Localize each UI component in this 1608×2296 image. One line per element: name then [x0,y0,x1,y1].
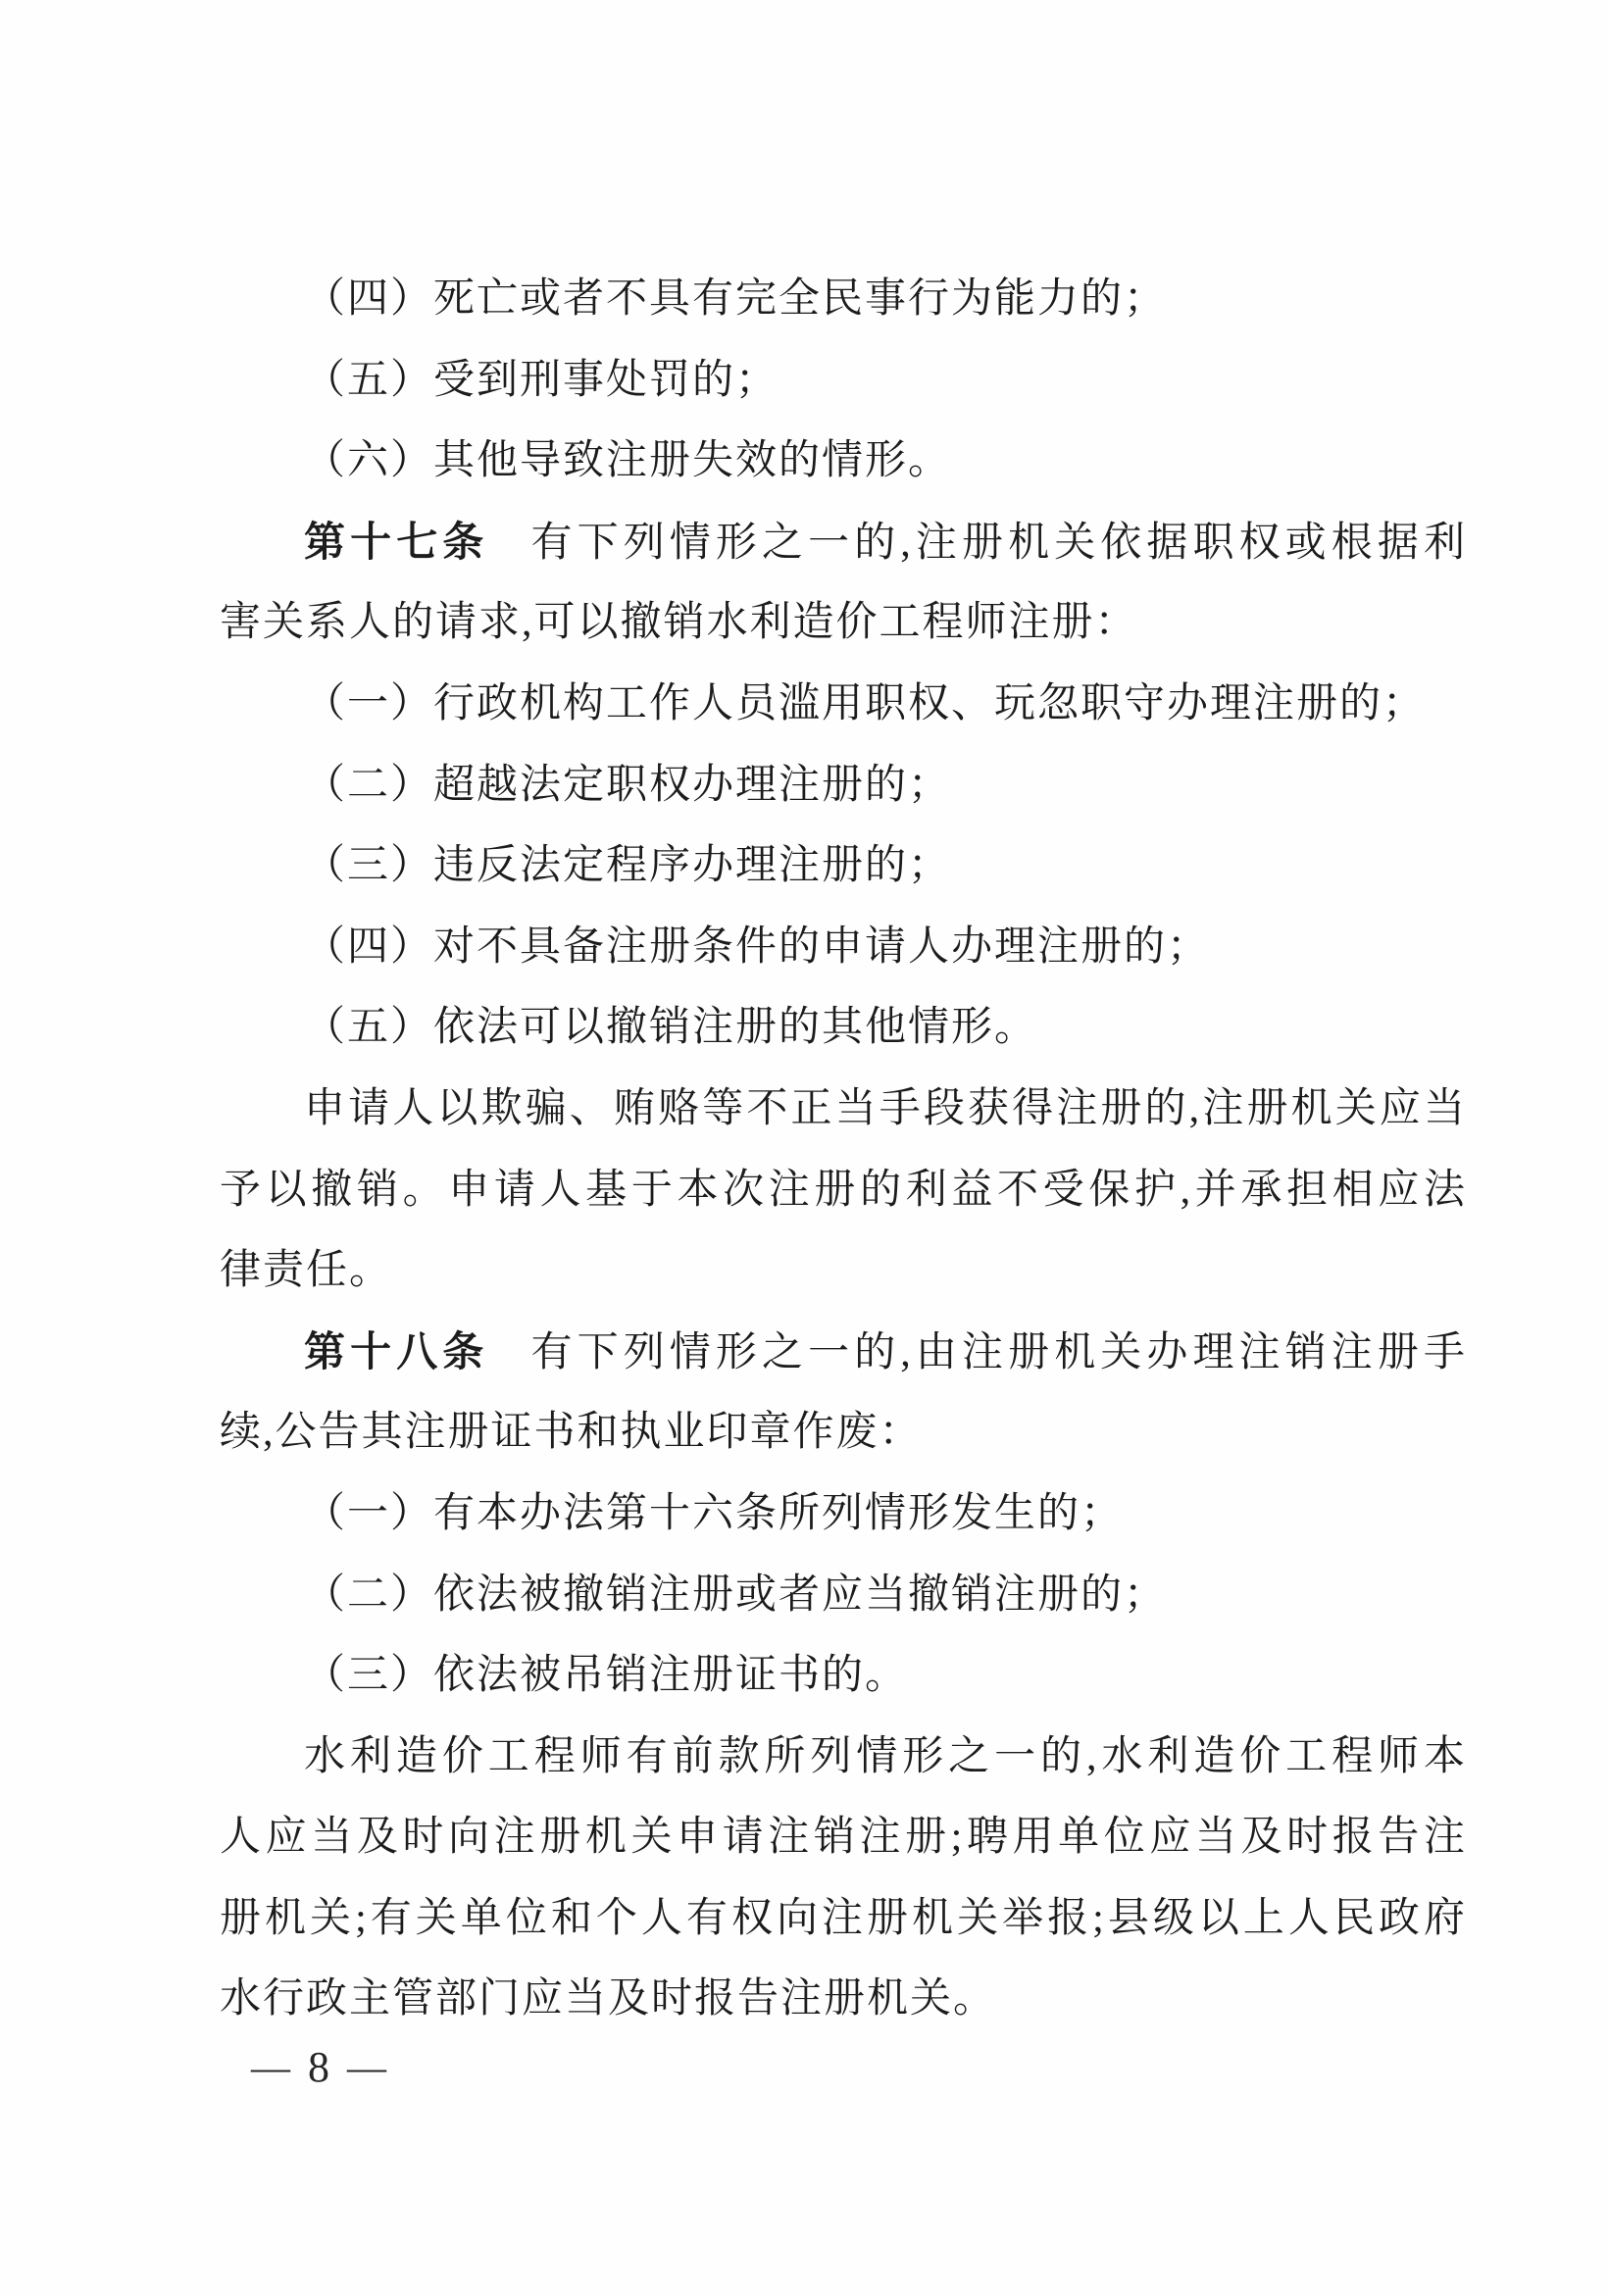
line-text: 册机关;有关单位和个人有权向注册机关举报;县级以上人民政府 [220,1895,1467,1941]
page-footer [251,2039,386,2094]
line-text: 续,公告其注册证书和执业印章作废： [220,1410,923,1456]
text-line [220,502,1467,583]
line-text: 水行政主管部门应当及时报告注册机关。 [220,1976,997,2022]
footer-dash-right: — [347,2044,386,2089]
text-line [220,1473,1467,1555]
line-text: 有下列情形之一的,由注册机关办理注销注册手 [528,1329,1467,1375]
text-line [220,664,1467,745]
article-gap [488,1365,528,1366]
text-line [220,1312,1467,1393]
article-number: 第十七条 [304,518,489,565]
line-text: （三）依法被吊销注册证书的。 [304,1653,909,1699]
line-text: 水利造价工程师有前款所列情形之一的,水利造价工程师本 [304,1733,1467,1779]
line-text: 害关系人的请求,可以撤销水利造价工程师注册： [220,600,1138,646]
text-line [220,582,1467,664]
line-text: （一）行政机构工作人员滥用职权、玩忽职守办理注册的； [304,680,1427,726]
line-text: （二）依法被撤销注册或者应当撤销注册的； [304,1572,1168,1618]
line-text: （五）受到刑事处罚的； [304,357,779,403]
line-text: 予以撤销。申请人基于本次注册的利益不受保护,并承担相应法 [220,1167,1467,1213]
text-line [220,1797,1467,1878]
text-line [220,907,1467,988]
text-line [220,1555,1467,1636]
line-text: （三）违反法定程序办理注册的； [304,843,952,889]
article-gap [488,555,528,556]
line-text: （五）依法可以撤销注册的其他情形。 [304,1005,1038,1051]
text-line [220,1392,1467,1473]
line-text: 人应当及时向注册机关申请注销注册;聘用单位应当及时报告注 [220,1815,1467,1861]
text-line [220,1150,1467,1231]
line-text: 律责任。 [220,1248,393,1294]
line-text: 申请人以欺骗、贿赂等不正当手段获得注册的,注册机关应当 [304,1085,1467,1131]
text-line [220,1230,1467,1312]
text-line [220,1635,1467,1717]
page-number: 8 [308,2042,329,2091]
text-line [220,1717,1467,1798]
text-line [220,825,1467,907]
line-text: 有下列情形之一的,注册机关依据职权或根据利 [528,520,1467,566]
line-text: （一）有本办法第十六条所列情形发生的； [304,1490,1125,1536]
text-line [220,259,1467,340]
footer-dash-left: — [251,2044,290,2089]
line-text: （四）死亡或者不具有完全民事行为能力的； [304,276,1168,322]
text-line [220,340,1467,422]
text-line [220,987,1467,1069]
text-line [220,1959,1467,2040]
line-text: （四）对不具备注册条件的申请人办理注册的； [304,923,1211,970]
line-text: （六）其他导致注册失效的情形。 [304,438,952,484]
article-number: 第十八条 [304,1327,489,1374]
line-text: （二）超越法定职权办理注册的； [304,762,952,808]
text-line [220,421,1467,502]
text-line [220,1878,1467,1960]
text-line [220,1069,1467,1150]
text-line [220,745,1467,826]
document-body [220,259,1467,2040]
